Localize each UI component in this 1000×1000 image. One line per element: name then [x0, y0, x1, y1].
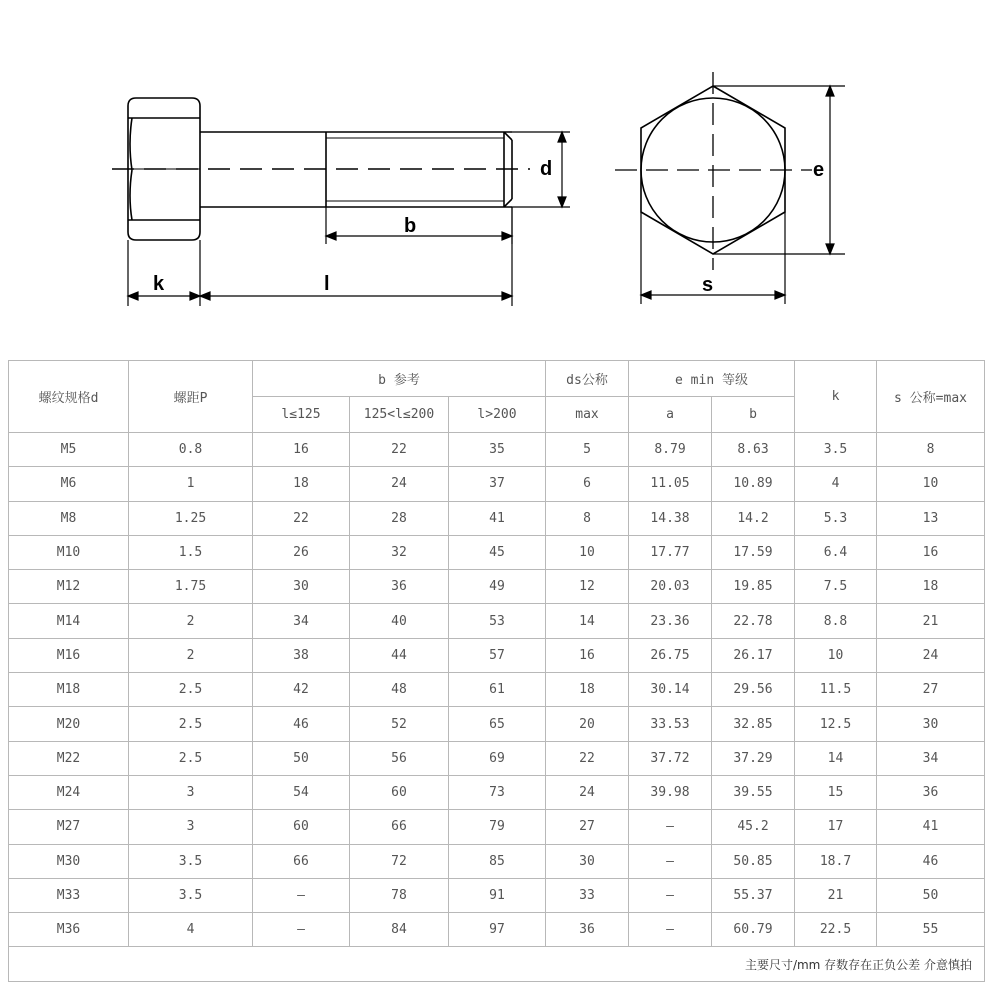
table-cell: 33	[546, 878, 629, 912]
table-cell: 27	[546, 810, 629, 844]
table-cell: 49	[449, 570, 546, 604]
bolt-spec-table	[8, 360, 985, 982]
table-cell: 23.36	[629, 604, 712, 638]
table-cell: 50.85	[712, 844, 795, 878]
table-cell: M33	[9, 878, 129, 912]
table-cell: 13	[877, 501, 985, 535]
table-cell: 26	[253, 535, 350, 569]
label-k: k	[153, 273, 165, 295]
header-b-sub: l≤125	[253, 397, 350, 433]
table-cell: 17.59	[712, 535, 795, 569]
table-cell: 17	[795, 810, 877, 844]
table-cell: 29.56	[712, 673, 795, 707]
table-row	[9, 673, 985, 707]
table-cell: 46	[253, 707, 350, 741]
table-cell: 18	[877, 570, 985, 604]
table-cell: 14	[795, 741, 877, 775]
table-cell: 18	[253, 467, 350, 501]
table-cell: 30	[253, 570, 350, 604]
table-row	[9, 501, 985, 535]
table-cell: 72	[350, 844, 449, 878]
table-cell: 45	[449, 535, 546, 569]
table-cell: 41	[449, 501, 546, 535]
table-cell: 27	[877, 673, 985, 707]
header-row-1	[9, 361, 985, 397]
table-cell: 5	[546, 433, 629, 467]
table-cell: 11.5	[795, 673, 877, 707]
table-cell: 40	[350, 604, 449, 638]
footer-row	[9, 947, 985, 982]
table-cell: 52	[350, 707, 449, 741]
table-cell: 32	[350, 535, 449, 569]
table-cell: M5	[9, 433, 129, 467]
header-e-sub: a	[629, 397, 712, 433]
table-cell: 41	[877, 810, 985, 844]
table-row	[9, 810, 985, 844]
table-cell: —	[629, 844, 712, 878]
table-row	[9, 878, 985, 912]
table-cell: 3.5	[129, 878, 253, 912]
table-cell: 50	[877, 878, 985, 912]
table-cell: —	[253, 878, 350, 912]
table-body	[9, 433, 985, 947]
label-l: l	[324, 273, 330, 295]
table-cell: 3	[129, 810, 253, 844]
table-cell: 12.5	[795, 707, 877, 741]
table-row	[9, 775, 985, 809]
table-cell: 8.63	[712, 433, 795, 467]
table-cell: 8.79	[629, 433, 712, 467]
table-cell: M10	[9, 535, 129, 569]
table-cell: 65	[449, 707, 546, 741]
table-cell: 45.2	[712, 810, 795, 844]
table-cell: 56	[350, 741, 449, 775]
label-d: d	[540, 158, 553, 180]
table-cell: 10	[795, 638, 877, 672]
table-cell: 17.77	[629, 535, 712, 569]
table-cell: 0.8	[129, 433, 253, 467]
dimension-k-l	[128, 207, 512, 306]
table-cell: 28	[350, 501, 449, 535]
table-cell: 8	[877, 433, 985, 467]
table-cell: 79	[449, 810, 546, 844]
table-cell: 37.72	[629, 741, 712, 775]
table-cell: 78	[350, 878, 449, 912]
table-cell: 14	[546, 604, 629, 638]
table-row	[9, 570, 985, 604]
table-cell: M36	[9, 913, 129, 947]
table-cell: M22	[9, 741, 129, 775]
table-cell: 55	[877, 913, 985, 947]
table-cell: 85	[449, 844, 546, 878]
table-cell: 50	[253, 741, 350, 775]
table-footer-note: 主要尺寸/mm 存数存在正负公差 介意慎拍	[9, 947, 985, 982]
table-cell: 66	[253, 844, 350, 878]
table-cell: 10	[877, 467, 985, 501]
table-cell: 30	[877, 707, 985, 741]
table-cell: 33.53	[629, 707, 712, 741]
label-b: b	[404, 215, 417, 237]
table-cell: —	[253, 913, 350, 947]
table-cell: M27	[9, 810, 129, 844]
table-cell: 30.14	[629, 673, 712, 707]
table-cell: M6	[9, 467, 129, 501]
table-cell: 36	[877, 775, 985, 809]
table-row	[9, 433, 985, 467]
table-row	[9, 844, 985, 878]
table-cell: M16	[9, 638, 129, 672]
table-cell: 44	[350, 638, 449, 672]
table-cell: 61	[449, 673, 546, 707]
table-cell: 1.75	[129, 570, 253, 604]
table-cell: 16	[877, 535, 985, 569]
table-cell: 20	[546, 707, 629, 741]
table-cell: 21	[877, 604, 985, 638]
table-row	[9, 467, 985, 501]
table-cell: 57	[449, 638, 546, 672]
table-cell: 16	[546, 638, 629, 672]
table-cell: 97	[449, 913, 546, 947]
table-cell: 16	[253, 433, 350, 467]
header-ds-sub: max	[546, 397, 629, 433]
table-cell: 15	[795, 775, 877, 809]
table-cell: 4	[795, 467, 877, 501]
table-row	[9, 535, 985, 569]
table-cell: 53	[449, 604, 546, 638]
table-cell: 20.03	[629, 570, 712, 604]
table-cell: 8	[546, 501, 629, 535]
table-cell: 2.5	[129, 673, 253, 707]
table-cell: 34	[877, 741, 985, 775]
table-cell: 22	[350, 433, 449, 467]
table-cell: 22.78	[712, 604, 795, 638]
table-cell: 8.8	[795, 604, 877, 638]
table-cell: 34	[253, 604, 350, 638]
table-cell: 18	[546, 673, 629, 707]
header-pitch: 螺距P	[129, 361, 253, 433]
table-cell: 6.4	[795, 535, 877, 569]
table-cell: 42	[253, 673, 350, 707]
table-cell: 39.55	[712, 775, 795, 809]
table-cell: 60.79	[712, 913, 795, 947]
table-cell: 14.38	[629, 501, 712, 535]
table-cell: 12	[546, 570, 629, 604]
table-cell: 10.89	[712, 467, 795, 501]
table-cell: M14	[9, 604, 129, 638]
table-cell: 19.85	[712, 570, 795, 604]
table-cell: 24	[350, 467, 449, 501]
table-cell: M20	[9, 707, 129, 741]
table-cell: 26.17	[712, 638, 795, 672]
header-k: k	[795, 361, 877, 433]
table-cell: 48	[350, 673, 449, 707]
table-cell: 4	[129, 913, 253, 947]
header-thread-spec: 螺纹规格d	[9, 361, 129, 433]
table-cell: 54	[253, 775, 350, 809]
header-b-sub: l>200	[449, 397, 546, 433]
table-cell: 36	[546, 913, 629, 947]
table-cell: 3.5	[795, 433, 877, 467]
table-cell: 32.85	[712, 707, 795, 741]
table-cell: 1.25	[129, 501, 253, 535]
table-row	[9, 638, 985, 672]
table-cell: 5.3	[795, 501, 877, 535]
table-cell: —	[629, 878, 712, 912]
table-cell: 46	[877, 844, 985, 878]
table-cell: 11.05	[629, 467, 712, 501]
table-cell: 39.98	[629, 775, 712, 809]
table-cell: 60	[253, 810, 350, 844]
table-cell: M8	[9, 501, 129, 535]
table-cell: 6	[546, 467, 629, 501]
table-cell: 14.2	[712, 501, 795, 535]
table-cell: 1	[129, 467, 253, 501]
header-ds-nominal: ds公称	[546, 361, 629, 397]
table-cell: 38	[253, 638, 350, 672]
table-cell: 84	[350, 913, 449, 947]
table-cell: 2	[129, 604, 253, 638]
table-cell: 21	[795, 878, 877, 912]
header-b-sub: 125<l≤200	[350, 397, 449, 433]
table-cell: 22	[253, 501, 350, 535]
table-row	[9, 707, 985, 741]
dimension-b	[326, 207, 512, 244]
table-cell: 91	[449, 878, 546, 912]
table-cell: 35	[449, 433, 546, 467]
bolt-technical-drawing	[0, 0, 1000, 330]
table-cell: 2	[129, 638, 253, 672]
table-cell: 55.37	[712, 878, 795, 912]
table-cell: 2.5	[129, 741, 253, 775]
header-e-min-grade: e min 等级	[629, 361, 795, 397]
table-cell: —	[629, 810, 712, 844]
table-cell: 22	[546, 741, 629, 775]
header-e-sub: b	[712, 397, 795, 433]
table-cell: M12	[9, 570, 129, 604]
table-cell: 36	[350, 570, 449, 604]
table-cell: 10	[546, 535, 629, 569]
table-cell: 24	[546, 775, 629, 809]
table-cell: 3.5	[129, 844, 253, 878]
table-cell: 3	[129, 775, 253, 809]
label-s: s	[702, 274, 714, 296]
table-cell: 7.5	[795, 570, 877, 604]
table-row	[9, 604, 985, 638]
table-cell: 1.5	[129, 535, 253, 569]
table-cell: 30	[546, 844, 629, 878]
label-e: e	[813, 159, 825, 181]
table-row	[9, 913, 985, 947]
table-cell: 66	[350, 810, 449, 844]
table-cell: 69	[449, 741, 546, 775]
table-cell: 22.5	[795, 913, 877, 947]
table-cell: 2.5	[129, 707, 253, 741]
table-cell: 18.7	[795, 844, 877, 878]
header-b-ref: b 参考	[253, 361, 546, 397]
header-s-nominal: s 公称=max	[877, 361, 985, 433]
table-cell: 37	[449, 467, 546, 501]
table-cell: M30	[9, 844, 129, 878]
table-row	[9, 741, 985, 775]
table-cell: 24	[877, 638, 985, 672]
table-cell: —	[629, 913, 712, 947]
table-cell: 37.29	[712, 741, 795, 775]
table-cell: 26.75	[629, 638, 712, 672]
table-cell: M24	[9, 775, 129, 809]
table-cell: 60	[350, 775, 449, 809]
table-cell: M18	[9, 673, 129, 707]
table-cell: 73	[449, 775, 546, 809]
